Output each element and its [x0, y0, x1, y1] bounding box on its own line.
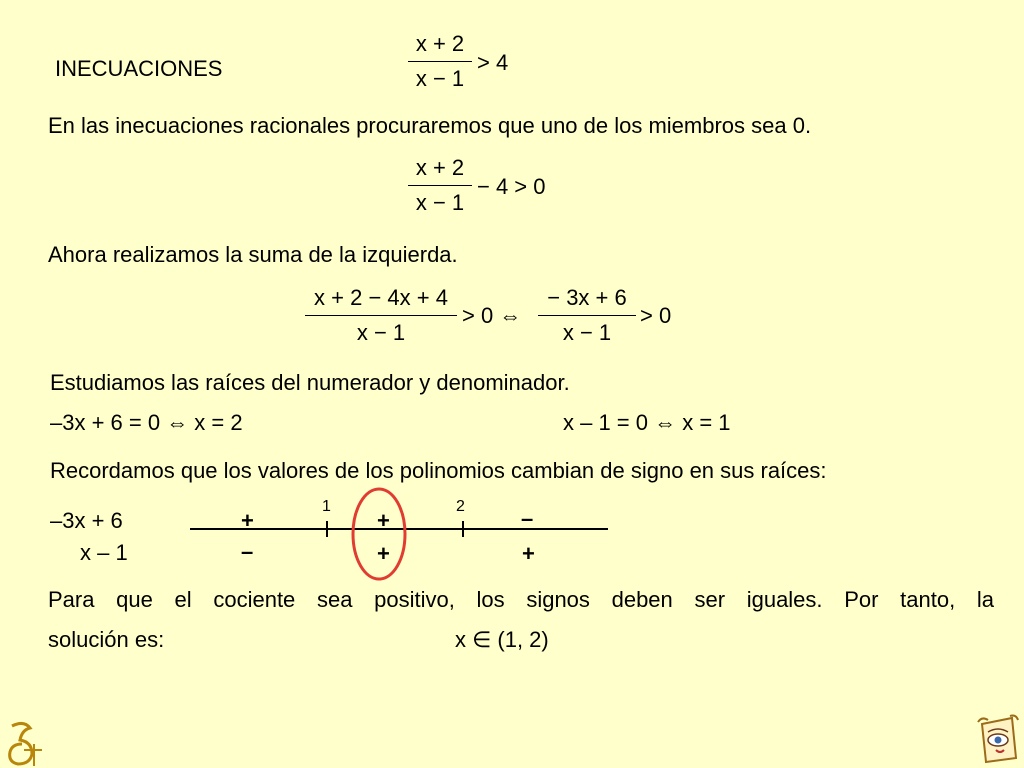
- fraction-bar: [408, 61, 472, 62]
- fraction-bar: [538, 315, 636, 316]
- sign-table-row1-label: –3x + 6: [50, 508, 123, 533]
- equation-1-fraction: [408, 31, 472, 92]
- scroll-eye-icon: [974, 714, 1022, 766]
- equation-1-denominator: x − 1: [415, 66, 465, 91]
- equation-3-left-numerator: x + 2 − 4x + 4: [314, 285, 448, 310]
- equation-2-denominator: x − 1: [415, 190, 465, 215]
- paragraph-1: En las inecuaciones racionales procuraremos que uno de los miembros sea 0.: [48, 113, 812, 138]
- row1-sign-1: +: [241, 508, 254, 533]
- fraction-bar: [305, 315, 457, 316]
- equation-3-left-denominator: x − 1: [356, 320, 406, 345]
- root-denominator: x – 1 = 0 ⇔ x = 1: [563, 410, 731, 435]
- equation-2-fraction: [408, 155, 472, 216]
- paragraph-2: Ahora realizamos la suma de la izquierda.: [48, 242, 458, 267]
- row1-sign-3: –: [521, 506, 534, 531]
- paragraph-4: Recordamos que los valores de los polinomios cambian de signo en sus raíces:: [50, 458, 827, 483]
- highlight-ellipse-shape: [353, 489, 405, 579]
- highlight-ellipse: [348, 484, 410, 584]
- tick-1-label: 1: [322, 498, 331, 515]
- equation-3-rhs: > 0: [640, 303, 672, 328]
- equation-1-numerator: x + 2: [415, 31, 465, 56]
- row2-sign-1: –: [241, 539, 254, 564]
- tick-1: [326, 521, 328, 537]
- row1-sign-2: +: [377, 508, 390, 533]
- paragraph-3: Estudiamos las raíces del numerador y denominador.: [50, 370, 570, 395]
- equation-3-right-fraction: [538, 285, 636, 346]
- row2-sign-3: +: [522, 541, 535, 566]
- paragraph-5-line-1: Para que el cociente sea positivo, los signos deben ser iguales. Por tanto, la: [48, 587, 994, 612]
- sign-table-row2-label: x – 1: [80, 540, 128, 565]
- equation-2-rhs: − 4 > 0: [477, 174, 546, 199]
- solution: x ∈ (1, 2): [455, 627, 549, 652]
- tick-2-label: 2: [456, 498, 465, 515]
- tick-2: [462, 521, 464, 537]
- equation-3-left-fraction: [305, 285, 457, 346]
- root-numerator: –3x + 6 = 0 ⇔ x = 2: [50, 410, 243, 435]
- row2-sign-2: +: [377, 541, 390, 566]
- equation-3-right-denominator: x − 1: [562, 320, 612, 345]
- equation-3-middle: > 0 ⇔: [462, 303, 522, 328]
- fraction-bar: [408, 185, 472, 186]
- ornament-icon: [2, 720, 46, 768]
- paragraph-5-line-2: solución es:: [48, 627, 165, 652]
- page-title: INECUACIONES: [55, 56, 223, 81]
- equation-1-rhs: > 4: [477, 50, 509, 75]
- equation-2-numerator: x + 2: [415, 155, 465, 180]
- equation-3-right-numerator: − 3x + 6: [547, 285, 627, 310]
